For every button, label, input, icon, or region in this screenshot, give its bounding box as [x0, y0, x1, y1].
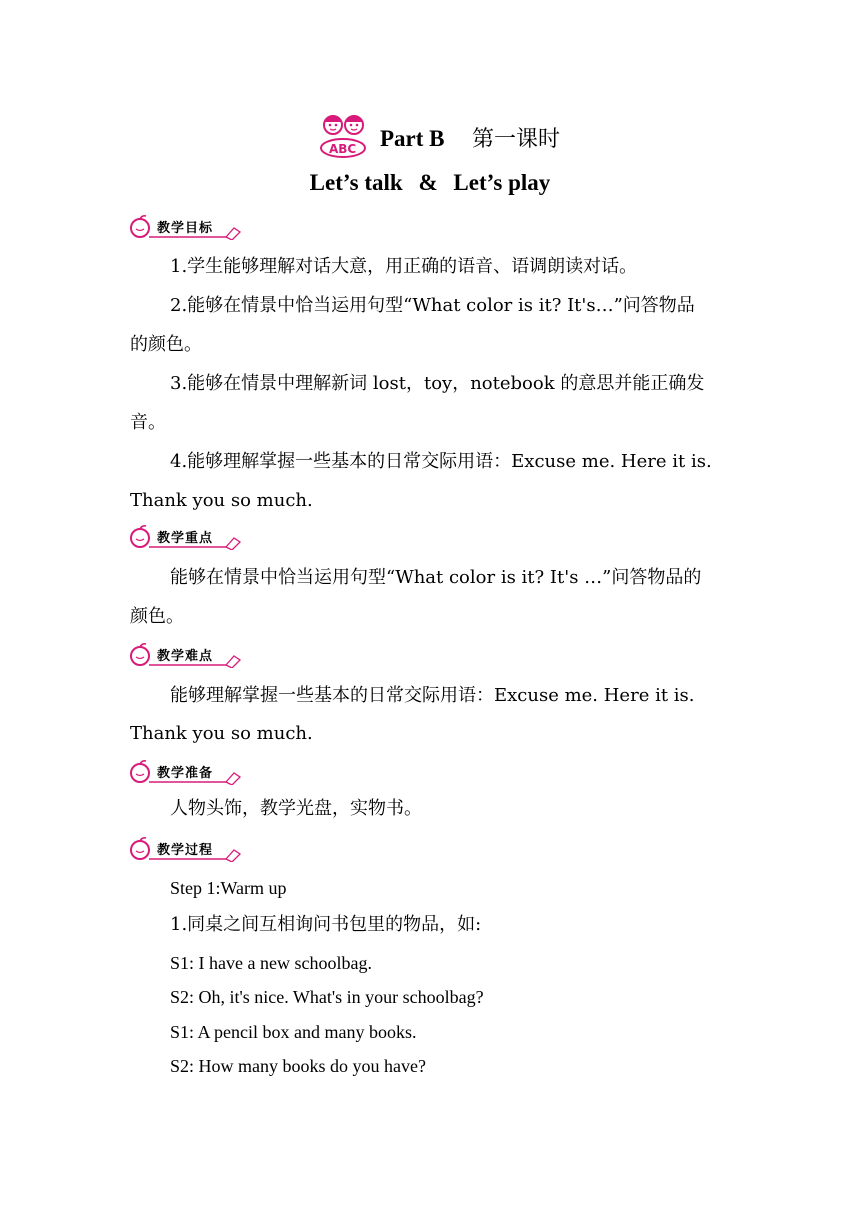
lesson-label: 第一课时: [472, 127, 561, 152]
text-line: 能够在情景中恰当运用句型“What color is it? It's …”问答物品的: [170, 567, 702, 588]
text-line: 3.能够在情景中理解新词 lost，toy，notebook 的意思并能正确发: [170, 373, 705, 394]
section-heading-label: 教学重点: [157, 531, 214, 546]
section-heading-label: 教学难点: [157, 649, 214, 664]
svg-text:ABC: ABC: [329, 142, 357, 156]
section-heading-key-points: [128, 524, 244, 550]
text-line: 的颜色。: [130, 334, 202, 355]
section-heading-process: [128, 836, 244, 862]
dialogue-line: S2: Oh, it's nice. What's in your schoolbag?: [170, 987, 484, 1007]
text-line: 1.同桌之间互相询问书包里的物品，如:: [170, 914, 482, 935]
section-heading-label: 教学准备: [157, 766, 214, 781]
dialogue-line: S2: How many books do you have?: [170, 1056, 426, 1076]
subtitle-talk: Let’s talk: [309, 170, 403, 195]
part-label: Part B: [380, 126, 445, 151]
section-heading-objectives: [128, 214, 244, 240]
text-line: 颜色。: [130, 606, 184, 627]
text-line: 人物头饰，教学光盘，实物书。: [170, 798, 422, 819]
section-heading-difficulties: [128, 642, 244, 668]
section-heading-preparation: [128, 759, 244, 785]
subtitle-ampersand: &: [418, 170, 438, 195]
dialogue-line: S1: I have a new schoolbag.: [170, 953, 372, 973]
dialogue-line: S1: A pencil box and many books.: [170, 1022, 417, 1042]
text-line: Thank you so much.: [130, 490, 313, 511]
lesson-title: [0, 112, 860, 158]
text-line: Thank you so much.: [130, 723, 313, 744]
subtitle-play: Let’s play: [453, 170, 551, 195]
text-line: 2.能够在情景中恰当运用句型“What color is it? It's…”问答物品: [170, 295, 695, 316]
section-heading-label: 教学过程: [157, 843, 214, 858]
text-line: 音。: [130, 412, 166, 433]
section-heading-label: 教学目标: [157, 221, 214, 236]
text-line: 4.能够理解掌握一些基本的日常交际用语：Excuse me. Here it is.: [170, 451, 712, 472]
cartoon-kids-abc-logo-icon: [316, 112, 374, 158]
text-line: 能够理解掌握一些基本的日常交际用语：Excuse me. Here it is.: [170, 685, 695, 706]
step-heading: Step 1:Warm up: [170, 878, 287, 898]
text-line: 1.学生能够理解对话大意，用正确的语音、语调朗读对话。: [170, 256, 638, 277]
lesson-subtitle: [0, 170, 860, 196]
page-title: [380, 122, 560, 153]
